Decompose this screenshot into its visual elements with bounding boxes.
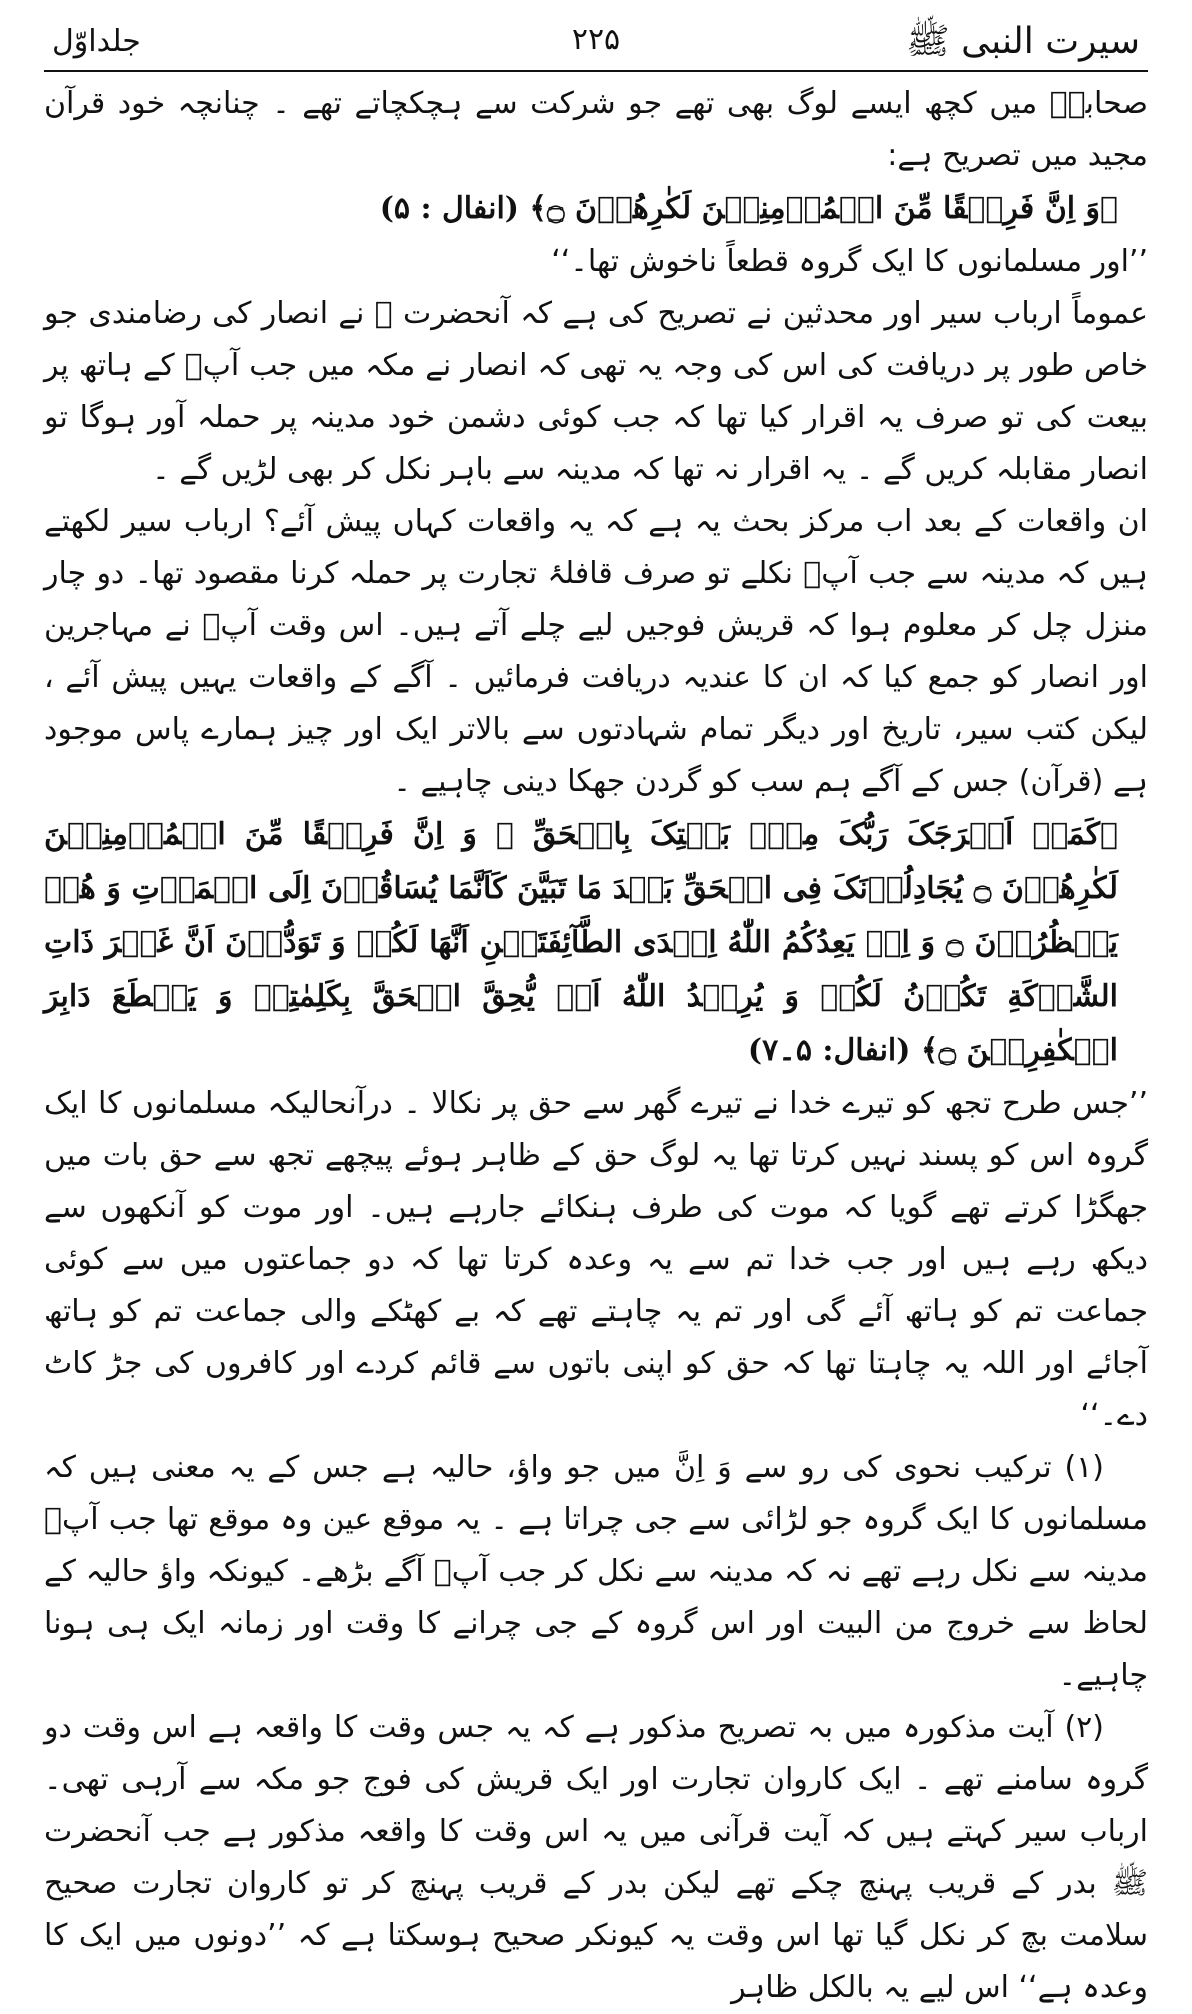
page-header [44,14,1148,72]
running-title: سیرت النبی ﷺ [906,21,1140,62]
point-one-paragraph: (۱) ترکیب نحوی کی رو سے وَ اِنَّ میں جو واؤ، حالیہ ہے جس کے یہ معنی ہیں کہ مسلمانوں کا ایک گروہ جو لڑائی سے جی چراتا ہے ۔ یہ موقع عین وہ موقع تھا جب آپؐ مدینہ سے نکل رہے تھے نہ کہ مدینہ سے نکل کر جب آپؐ آگے بڑھے۔ کیونکہ واؤ حالیہ کے لحاظ سے خروج من البیت اور اس گروہ کے جی چرانے کا وقت اور زمانہ ایک ہی ہونا چاہیے۔ [44,1450,1148,1693]
quran-verses-anfal-5-7: ﴿کَمَاۤ اَخۡرَجَکَ رَبُّکَ مِنۡۢ بَیۡتِکَ بِالۡحَقِّ ۪ وَ اِنَّ فَرِیۡقًا مِّنَ الۡمُؤۡمِنِیۡنَ لَکٰرِهُوۡنَ ۝ یُجَادِلُوۡنَکَ فِی الۡحَقِّ بَعۡدَ مَا تَبَیَّنَ کَاَنَّمَا یُسَاقُوۡنَ اِلَی الۡمَوۡتِ وَ هُمۡ یَنۡظُرُوۡنَ ۝ وَ اِذۡ یَعِدُکُمُ اللّٰهُ اِحۡدَی الطَّآئِفَتَیۡنِ اَنَّهَا لَکُمۡ وَ تَوَدُّوۡنَ اَنَّ غَیۡرَ ذَاتِ الشَّوۡکَةِ تَکُوۡنُ لَکُمۡ وَ یُرِیۡدُ اللّٰهُ اَنۡ یُّحِقَّ الۡحَقَّ بِکَلِمٰتِهٖ وَ یَقۡطَعَ دَابِرَ الۡکٰفِرِیۡنَ ۝﴾ (انفال: ۵۔۷) [44,817,1119,1068]
point-two-paragraph: (۲) آیت مذکورہ میں بہ تصریح مذکور ہے کہ یہ جس وقت کا واقعہ ہے اس وقت دو گروہ سامنے تھے ۔ ایک کاروان تجارت اور ایک قریش کی فوج جو مکہ سے آرہی تھی۔ ارباب سیر کہتے ہیں کہ آیت قرآنی میں یہ اس وقت کا واقعہ مذکور ہے جب آنحضرت ﷺ بدر کے قریب پہنچ چکے تھے لیکن بدر کے قریب پہنچ کر تو کاروان تجارت صحیح سلامت بچ کر نکل گیا تھا اس وقت یہ کیونکر صحیح ہوسکتا ہے کہ ’’دونوں میں ایک کا وعدہ ہے‘‘ اس لیے یہ بالکل ظاہر [44,1710,1148,2005]
page-body [44,72,1148,2014]
verse-translation: ’’اور مسلمانوں کا ایک گروہ قطعاً ناخوش تھا۔‘‘ [551,244,1148,279]
paragraph-consent: عموماً ارباب سیر اور محدثین نے تصریح کی ہے کہ آنحضرت ﷺ نے انصار کی رضامندی جو خاص طور پر دریافت کی اس کی وجہ یہ تھی کہ انصار نے مکہ میں جب آپؐ کے ہاتھ پر بیعت کی تو صرف یہ اقرار کیا تھا کہ جب کوئی دشمن خود مدینہ پر حملہ آور ہوگا تو انصار مقابلہ کریں گے ۔ یہ اقرار نہ تھا کہ مدینہ سے باہر نکل کر بھی لڑیں گے ۔ [44,296,1148,487]
volume-label: جلداوّل [52,24,141,59]
paragraph-central-question: ان واقعات کے بعد اب مرکز بحث یہ ہے کہ یہ واقعات کہاں پیش آئے؟ ارباب سیر لکھتے ہیں کہ مدینہ سے جب آپؐ نکلے تو صرف قافلۂ تجارت پر حملہ کرنا مقصود تھا۔ دو چار منزل چل کر معلوم ہوا کہ قریش فوجیں لیے چلے آتے ہیں۔ اس وقت آپؐ نے مہاجرین اور انصار کو جمع کیا کہ ان کا عندیہ دریافت فرمائیں ۔ آگے کے واقعات یہیں پیش آئے ، لیکن کتب سیر، تاریخ اور دیگر تمام شہادتوں سے بالاتر ایک اور چیز ہمارے پاس موجود ہے (قرآن) جس کے آگے ہم سب کو گردن جھکا دینی چاہیے ۔ [44,504,1148,799]
page-number: ۲۲۵ [571,22,621,57]
verses-translation: ’’جس طرح تجھ کو تیرے خدا نے تیرے گھر سے حق پر نکالا ۔ درآنحالیکہ مسلمانوں کا ایک گروہ اس کو پسند نہیں کرتا تھا یہ لوگ حق کے ظاہر ہوئے پیچھے تجھ سے حق بات میں جھگڑا کرتے تھے گویا کہ موت کی طرف ہنکائے جارہے ہیں۔ اور موت کو آنکھوں سے دیکھ رہے ہیں اور جب خدا تم سے یہ وعدہ کرتا تھا کہ دو جماعتوں میں سے کوئی جماعت تم کو ہاتھ آئے گی اور تم یہ چاہتے تھے کہ بے کھٹکے والی جماعت تم کو ہاتھ آجائے اور اللہ یہ چاہتا تھا کہ حق کو اپنی باتوں سے قائم کردے اور کافروں کی جڑ کاٹ دے۔‘‘ [44,1086,1148,1433]
quran-verse-anfal-5: ﴿وَ اِنَّ فَرِیۡقًا مِّنَ الۡمُؤۡمِنِیۡنَ لَکٰرِهُوۡنَ ۝﴾ (انفال : ۵) [379,191,1118,226]
intro-paragraph: صحابہؓ میں کچھ ایسے لوگ بھی تھے جو شرکت سے ہچکچاتے تھے ۔ چنانچہ خود قرآن مجید میں تصریح ہے: [44,86,1148,173]
